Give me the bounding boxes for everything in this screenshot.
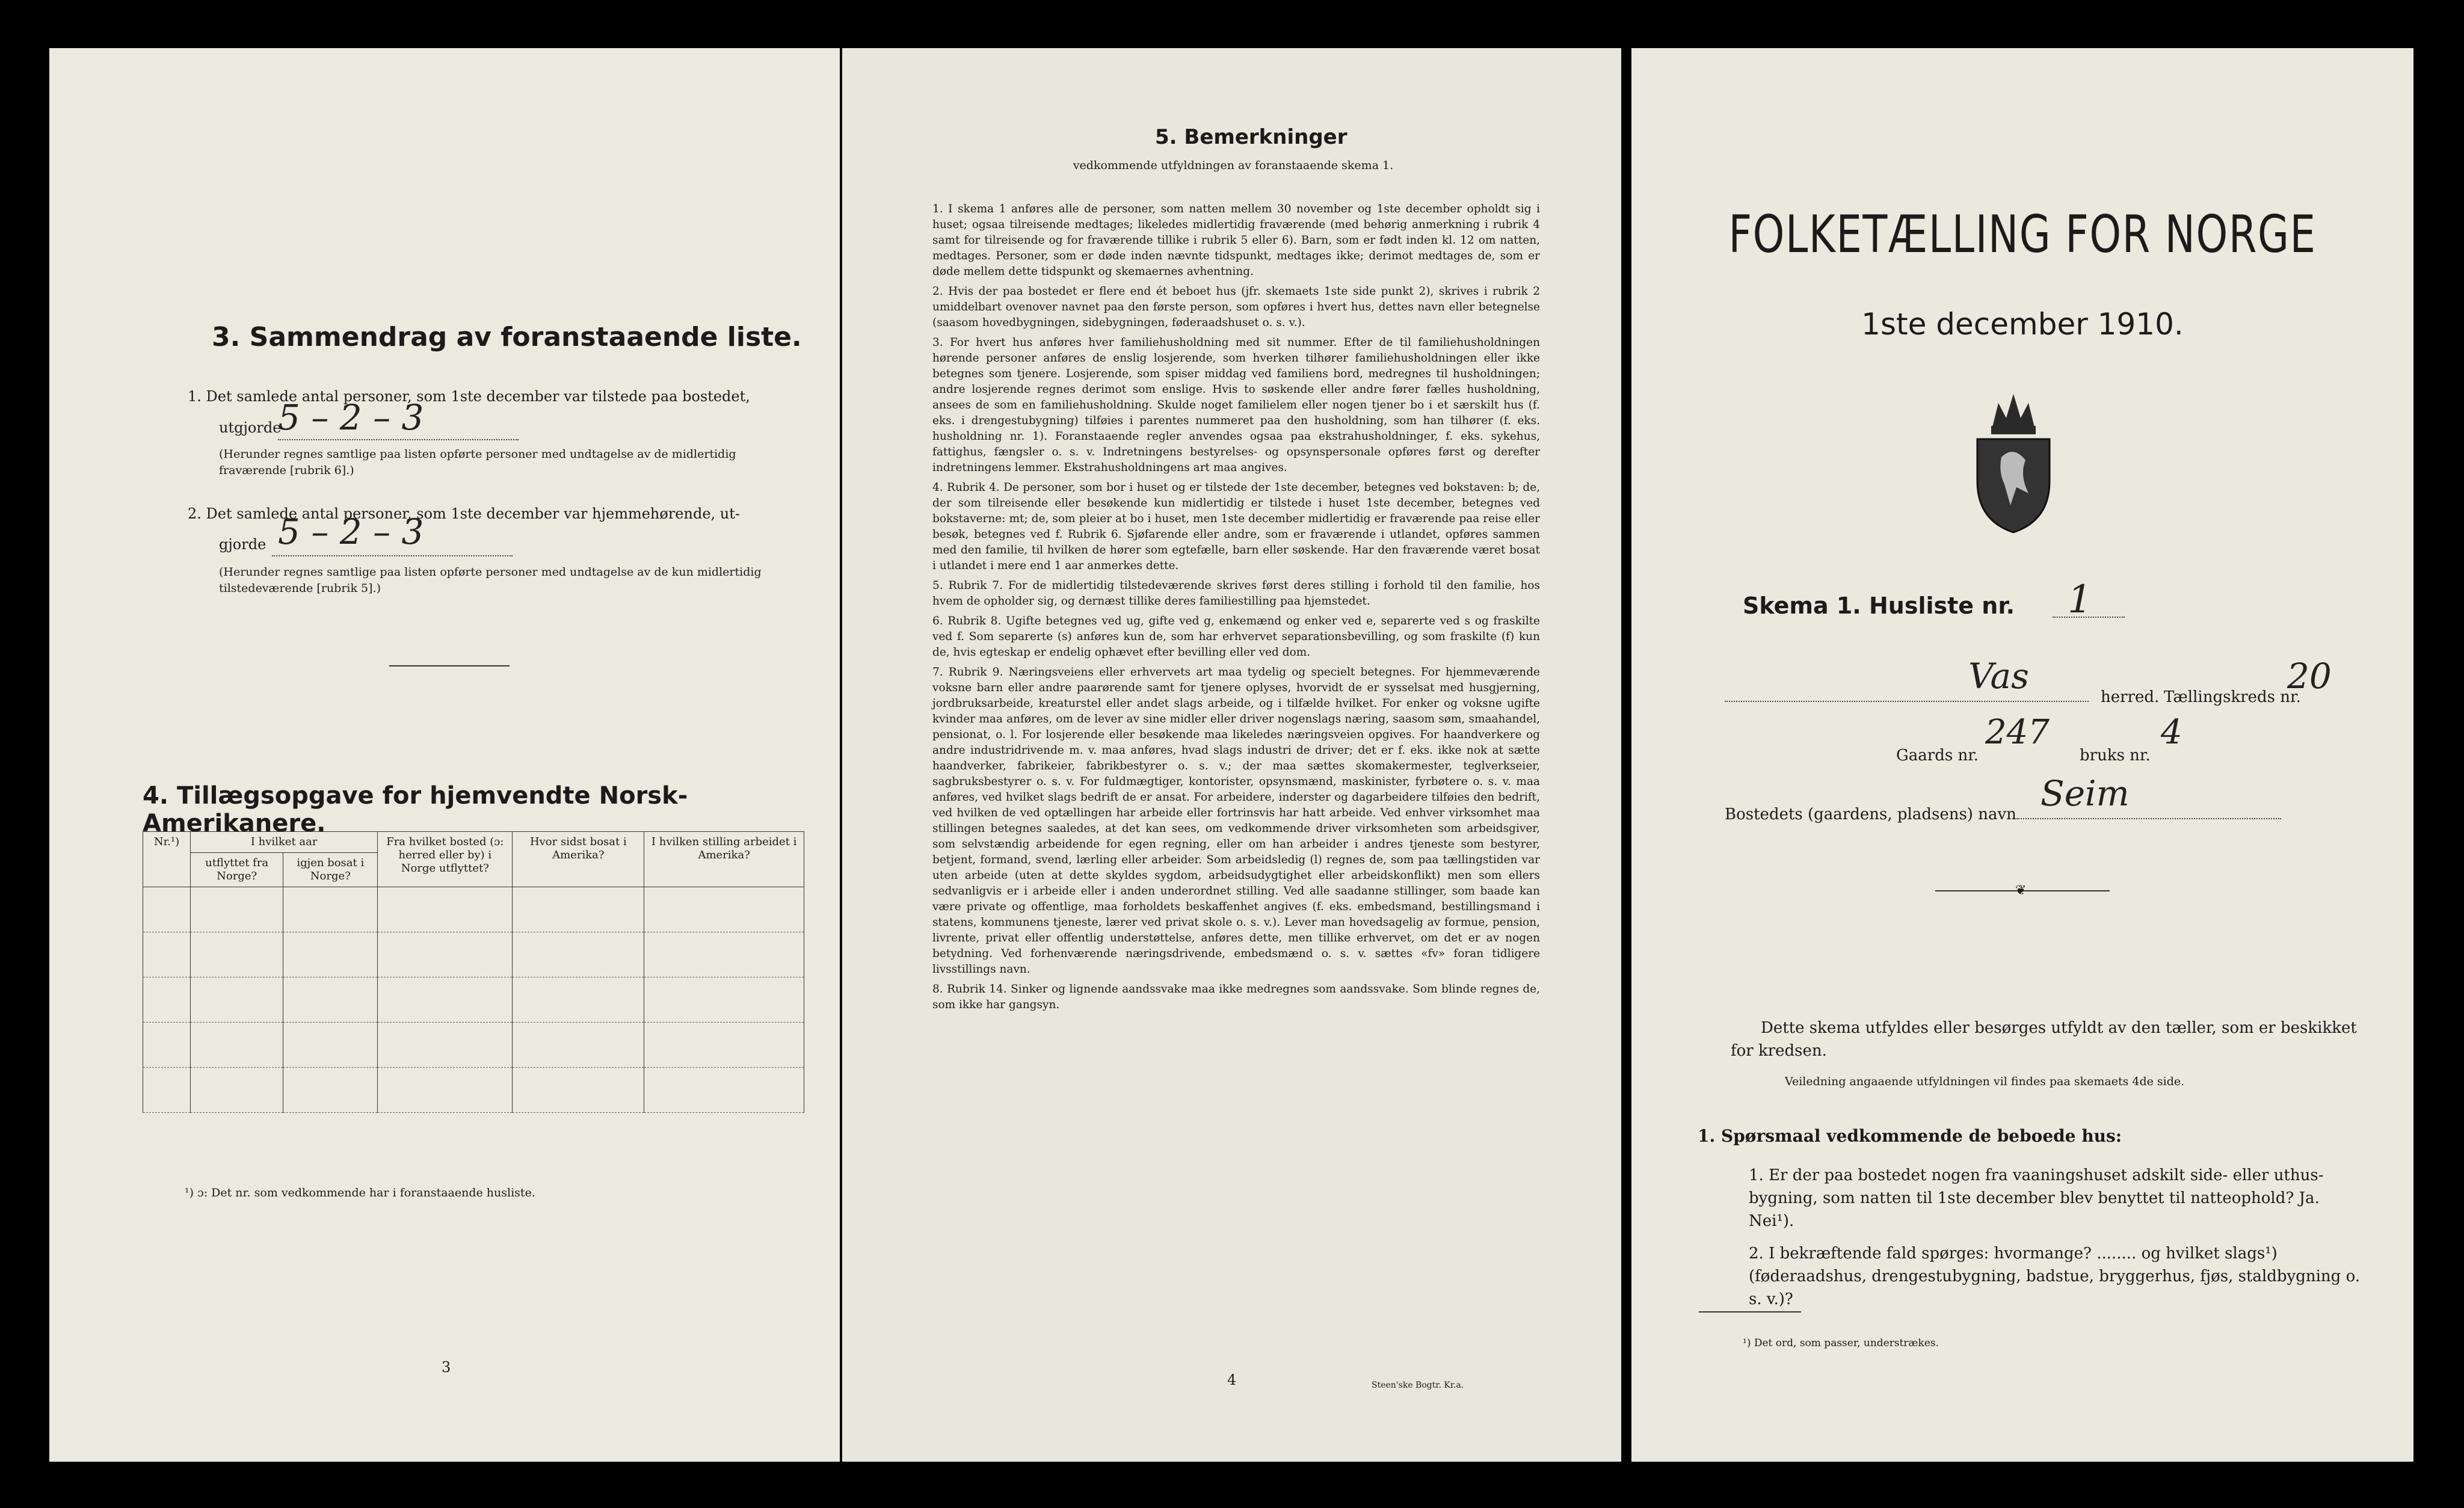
table-row [143, 1023, 804, 1068]
census-title: FOLKETÆLLING FOR NORGE [1728, 205, 2317, 265]
item2-text: 2. Det samlede antal personer, som 1ste december var hjemmehørende, ut- [188, 505, 740, 522]
skema-value: 1 [2068, 577, 2092, 622]
footnote: ¹) Det ord, som passer, understrækes. [1743, 1337, 1939, 1349]
section4-title: 4. Tillægsopgave for hjemvendte Norsk-Amerikanere. [143, 782, 688, 837]
table-row [143, 977, 804, 1023]
table-footnote: ¹) ɔ: Det nr. som vedkommende har i foranstaaende husliste. [185, 1186, 535, 1199]
item2-lead: gjorde [219, 536, 266, 553]
skema-label: Skema 1. Husliste nr. [1743, 592, 2015, 619]
col-bosted-norge: Fra hvilket bosted (ɔ: herred eller by) i Norge utflyttet? [378, 832, 513, 887]
remark-4: 4. Rubrik 4. De personer, som bor i huset og er tilstede der 1ste december, betegnes ved bokstaven: b; de, der som tilreisende eller besøkende kun midlertidig er tilstede i huset 1ste december, betegnes ved bokstaverne: mt; de, som pleier at bo i huset, men 1ste december midlertidig er fraværende paa reise eller besøk, betegnes ved f. Rubrik 6. Sjøfarende eller andre, som er fraværende i utlandet, opføres sammen med den familie, til hvilken de hører som egtefælle, barn eller søskende. Har den fraværende været bosat i utlandet i mere end 1 aar anmerkes dette. [932, 481, 1540, 572]
section3-title: 3. Sammendrag av foranstaaende liste. [212, 322, 802, 352]
remark-5: 5. Rubrik 7. For de midlertidig tilstedeværende skrives først deres stilling i forhold til den familie, hos hvem de opholder sig, og dernæst tillike deres familiestilling paa hjemstedet. [932, 579, 1540, 608]
printer-mark: Steen'ske Bogtr. Kr.a. [1372, 1380, 1464, 1390]
remark-1: 1. I skema 1 anføres alle de personer, som natten mellem 30 november og 1ste december opholdt sig i huset; ogsaa tilreisende medtages; likeledes midlertidig fraværende (med behørig anmerkning i rubrik 4 samt for tilreisende og for fraværende tillike i rubrik 5 eller 6). Barn, som er født inden kl. 12 om natten, medtages. Personer, som er døde inden nævnte tidspunkt, medtages ikke; derimot medtages de, som er døde mellem dette tidspunkt og skemaernes avhentning. [932, 203, 1540, 278]
divider [389, 665, 510, 666]
col-utflyttet: utflyttet fra Norge? [191, 853, 283, 887]
item2-fill-line [272, 555, 513, 556]
bruks-label: bruks nr. [2080, 746, 2151, 765]
census-date: 1ste december 1910. [1861, 307, 2184, 342]
table-row [143, 932, 804, 977]
item2-note: (Herunder regnes samtlige paa listen opførte personer med undtagelse av de kun midlertidig tilstedeværende [rubrik 5].) [219, 565, 762, 595]
kreds-value: 20 [2287, 656, 2332, 697]
page-1 [1631, 48, 2413, 1462]
herred-fill-line [1725, 701, 2089, 702]
page-number: 3 [442, 1359, 451, 1376]
ornament-icon: ❦ [2015, 883, 2027, 898]
q1-2-text: 2. I bekræftende fald spørges: hvormange? ........ og hvilket slags¹) (føderaadshus, drengestubygning, badstue, bryggerhus, fjøs, staldbygning o. s. v.)? [1749, 1245, 2361, 1308]
bosted-value: Seim [2040, 773, 2130, 814]
bosted-fill-line [2016, 818, 2281, 819]
remark-2: 2. Hvis der paa bostedet er flere end ét beboet hus (jfr. skemaets 1ste side punkt 2), skrives i rubrik 2 umiddelbart ovenover navnet paa den første person, som opføres i hvert hus, dettes navn eller betegnelse (saasom hovedbygningen, sidebygningen, føderaadshuset o. s. v.). [932, 285, 1540, 329]
gaards-value: 247 [1985, 713, 2050, 752]
remark-6: 6. Rubrik 8. Ugifte betegnes ved ug, gifte ved g, enkemænd og enker ved e, separerte ved s og fraskilte ved f. Som separerte (s) anføres kun de, som har erhvervet separationsbevilling, og som fraskilte (f) kun de, hvis egteskap er endelig ophævet efter bevilling eller ved dom. [932, 615, 1540, 659]
remark-3: 3. For hvert hus anføres hver familiehusholdning med sit nummer. Efter de til familiehusholdningen hørende personer anføres de enslig losjerende, som hverken tilhører familiehusholdningen eller ikke betegnes som tjenere. Losjerende, som spiser middag ved familiens bord, medregnes til husholdningen; andre losjerende regnes derimot som enslige. Hvis to søskende eller andre fører fælles husholdning, ansees de som en familiehusholdning. Skulde noget familielem eller nogen tjener bo i et særskilt hus (f. eks. i drengestubygning) tilføies i parentes nummeret paa den husholdning, som han tilhører (f. eks. husholdning nr. 1). Foranstaaende regler anvendes ogsaa paa ekstrahusholdninger, f. eks. sykehus, fattighus, fængsler o. s. v. Indretningens bestyrelses- og opsynspersonale opføres først og derefter indretningens lemmer. Ekstrahusholdningens art maa angives. [932, 336, 1540, 474]
item1-note: (Herunder regnes samtlige paa listen opførte personer med undtagelse av de midlertidig fraværende [rubrik 6].) [219, 448, 736, 477]
col-aar: I hvilket aar [191, 832, 378, 853]
remarks-subtitle: vedkommende utfyldningen av foranstaaende skema 1. [1073, 159, 1394, 172]
instruction-text: Dette skema utfyldes eller besørges utfyldt av den tæller, som er beskikket for kredsen. [1731, 1019, 2357, 1060]
norsk-amerikanere-table [143, 831, 804, 1113]
remarks-list [932, 202, 1540, 1017]
page-3 [49, 48, 840, 1462]
q1-title: 1. Spørsmaal vedkommende de beboede hus: [1698, 1126, 2122, 1146]
footnote-rule [1699, 1311, 1801, 1313]
herred-value: Vas [1968, 656, 2029, 697]
table-row [143, 887, 804, 932]
col-nr: Nr.¹) [143, 832, 191, 887]
item1-lead: utgjorde [219, 419, 282, 436]
veiledning-text: Veiledning angaaende utfyldningen vil findes paa skemaets 4de side. [1785, 1075, 2185, 1088]
q1-1-text: 1. Er der paa bostedet nogen fra vaaningshuset adskilt side- eller uthus-bygning, som natten til 1ste december blev benyttet til natteophold? Ja. Nei¹). [1749, 1166, 2324, 1230]
col-bosat-amerika: Hvor sidst bosat i Amerika? [513, 832, 644, 887]
bosted-label: Bostedets (gaardens, pladsens) navn [1725, 805, 2016, 823]
item2-handwritten-value: 5 – 2 – 3 [278, 511, 424, 552]
item1-fill-line [278, 439, 519, 440]
page-number: 4 [1227, 1371, 1237, 1388]
table-row [143, 1068, 804, 1113]
page-4 [842, 48, 1621, 1462]
kreds-label: Tællingskreds nr. [2164, 688, 2301, 706]
item1-text: 1. Det samlede antal personer, som 1ste december var tilstede paa bostedet, [188, 388, 750, 405]
bruks-value: 4 [2161, 713, 2182, 752]
col-igjen-bosat: igjen bosat i Norge? [283, 853, 378, 887]
remark-8: 8. Rubrik 14. Sinker og lignende aandssvake maa ikke medregnes som aandssvake. Som blinde regnes de, som ikke har gangsyn. [932, 983, 1540, 1011]
remark-7: 7. Rubrik 9. Næringsveiens eller erhvervets art maa tydelig og specielt betegnes. For hjemmeværende voksne barn eller andre paarørende samt for tjenere oplyses, hvorvidt de er sysselsat med husgjerning, jordbruksarbeide, kreaturstel eller andet slags arbeide, og i tilfælde hvilket. For enker og voksne ugifte kvinder maa anføres, om de lever av sine midler eller driver nogenslags næring, saasom søm, smaahandel, pensionat, o. l. For losjerende eller besøkende maa likeledes næringsveien opgives. For haandverkere og andre industridrivende m. v. maa anføres, hvad slags industri de driver; det er f. eks. ikke nok at sætte haandverker, fabrikeier, fabrikbestyrer o. s. v.; der maa sættes skomakermester, teglverkseier, sagbruksbestyrer o. s. v. For fuldmægtiger, kontorister, opsynsmænd, maskinister, fyrbøtere o. s. v. maa anføres, ved hvilket slags bedrift de er ansat. For arbeidere, inderster og dagarbeidere tilføies den bedrift, ved hvilken de ved optællingen har arbeide eller fortrinsvis har hatt arbeide. Ved enhver virksomhet maa stillingen betegnes saaledes, at det kan sees, om vedkommende driver virksomheten som arbeidsgiver, som selvstændig arbeidende for egen regning, eller om han arbeider i andres tjeneste som bestyrer, betjent, formand, svend, lærling eller arbeider. Som arbeidsledig (l) regnes de, som paa tællingstiden var uten arbeide (uten at dette skyldes sygdom, arbeidsudygtighet eller arbeidskonflikt) men som ellers sedvanligvis er i arbeide eller i anden underordnet stilling. Ved alle saadanne stillinger, som baade kan være private og offentlige, maa forholdets beskaffenhet angives (f. eks. embedsmand, bestillingsmand i statens, kommunens tjeneste, lærer ved privat skole o. s. v.). Lever man hovedsagelig av formue, pension, livrente, privat eller offentlig understøttelse, anføres dette, men tillike erhvervet, om det er av nogen betydning. Ved forhenværende næringsdrivende, embedsmænd o. s. v. sættes «fv» foran tidligere livsstillings navn. [932, 666, 1540, 976]
herred-label: herred. [2101, 688, 2160, 706]
coat-of-arms-icon [1968, 385, 2059, 535]
remarks-title: 5. Bemerkninger [1155, 125, 1348, 149]
skema-fill-line [2053, 617, 2125, 618]
item1-handwritten-value: 5 – 2 – 3 [278, 397, 424, 438]
gaards-label: Gaards nr. [1896, 746, 1979, 765]
col-stilling-amerika: I hvilken stilling arbeidet i Amerika? [644, 832, 804, 887]
